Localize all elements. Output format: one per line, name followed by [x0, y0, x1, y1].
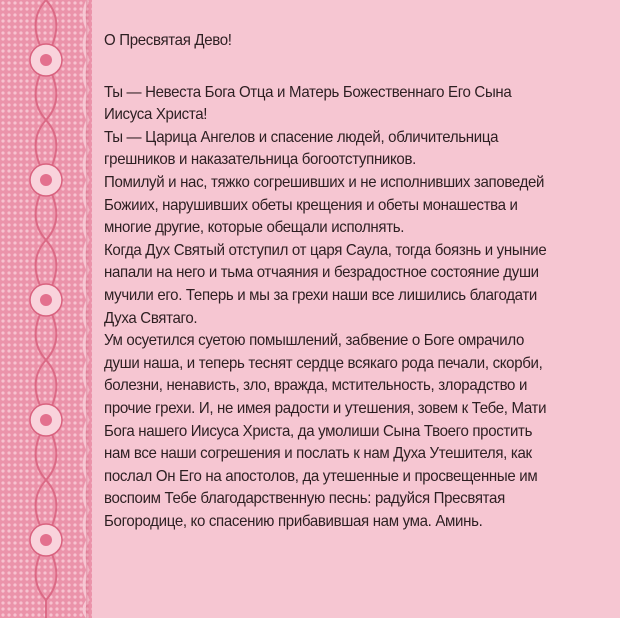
- lace-border: [0, 0, 92, 618]
- prayer-line: Бога нашего Иисуса Христа, да умолиши Сына Твоего простить: [104, 422, 533, 440]
- prayer-line: прочие грехи. И, не имея радости и утешения, зовем к Тебе, Мати: [104, 399, 547, 417]
- prayer-line: Духа Святаго.: [104, 309, 198, 327]
- prayer-line: воспоим Тебе благодарственную песнь: радуйся Пресвятая: [104, 490, 505, 508]
- prayer-line: Помилуй и нас, тяжко согрешивших и не исполнивших заповедей: [104, 173, 545, 191]
- prayer-line: напали на него и тьма отчаяния и безрадостное состояние души: [104, 264, 539, 282]
- prayer-line: Иисуса Христа!: [104, 106, 208, 124]
- prayer-line: Когда Дух Святый отступил от царя Саула, тогда боязнь и уныние: [104, 241, 547, 259]
- prayer-line: Ум осуетился суетою помышлений, забвение о Боге омрачило: [104, 332, 525, 350]
- prayer-line: Божиих, нарушивших обеты крещения и обеты монашества и: [104, 196, 518, 214]
- paragraph-gap: [104, 53, 574, 82]
- lace-edge-shadow: [86, 0, 90, 618]
- prayer-line: души наша, и теперь теснят сердце всякаго рода печали, скорби,: [104, 354, 543, 372]
- prayer-line: Ты — Царица Ангелов и спасение людей, обличительница: [104, 128, 499, 146]
- prayer-line: Ты — Невеста Бога Отца и Матерь Божественнаго Его Сына: [104, 83, 512, 101]
- prayer-heading: О Пресвятая Дево!: [104, 32, 232, 49]
- prayer-line: послал Он Его на апостолов, да утешенные и просвещенные им: [104, 467, 538, 485]
- prayer-line: грешников и наказательница богоотступников.: [104, 151, 416, 169]
- prayer-line: нам все наши согрешения и послать к нам Духа Утешителя, как: [104, 445, 532, 463]
- prayer-text: [104, 30, 574, 533]
- prayer-line: многие другие, которые обещали исполнять.: [104, 219, 405, 237]
- prayer-line: болезни, ненависть, зло, вражда, мстительность, злорадство и: [104, 377, 528, 395]
- prayer-line: Богородице, ко спасению прибавившая нам ума. Аминь.: [104, 512, 483, 530]
- prayer-line: мучили его. Теперь и мы за грехи наши все лишились благодати: [104, 286, 537, 304]
